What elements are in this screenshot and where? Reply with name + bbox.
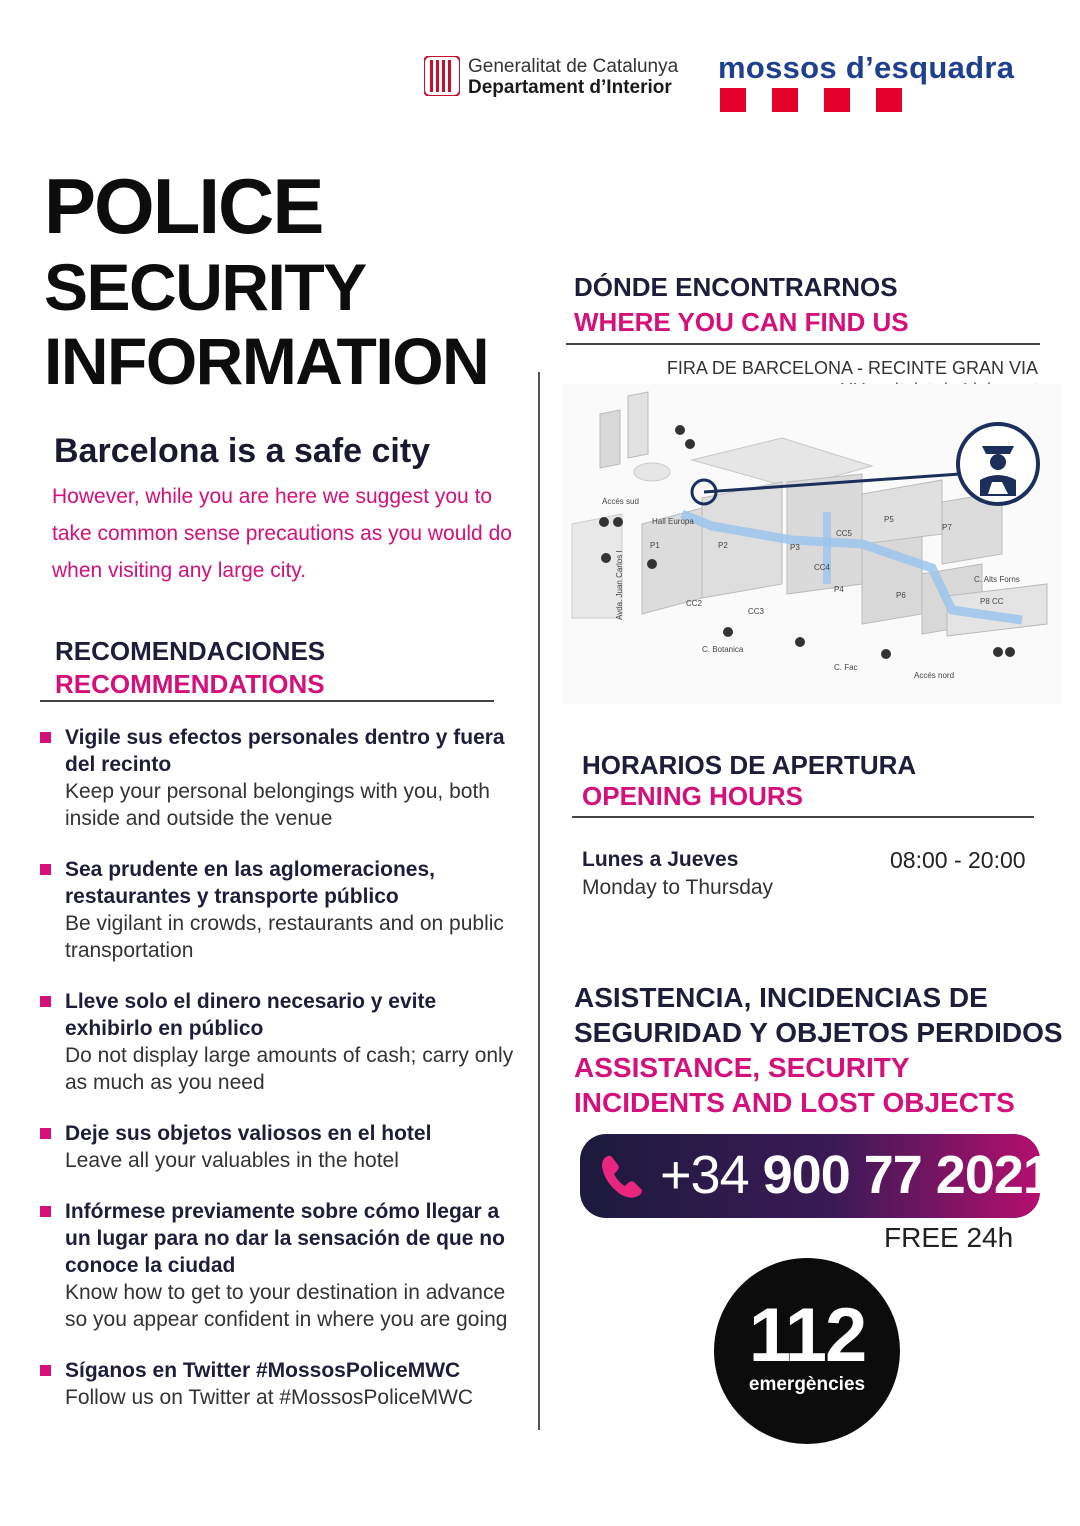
rec-en: Be vigilant in crowds, restaurants and on public transportation [65, 912, 504, 962]
generalitat-name [468, 56, 678, 98]
venue-name: FIRA DE BARCELONA - RECINTE GRAN VIA [666, 358, 1038, 378]
map-label: CC4 [814, 563, 831, 572]
generalitat-logo-icon [424, 56, 460, 96]
map-label: P4 [834, 585, 844, 594]
bullet-icon [40, 1365, 51, 1376]
recommendation-list [40, 724, 520, 1435]
rec-es: Lleve solo el dinero necesario y evite exhibirlo en público [65, 990, 437, 1040]
hours-heading-en: OPENING HOURS [582, 781, 804, 811]
phone-prefix: +34 [660, 1145, 749, 1205]
title-line3: INFORMATION [44, 324, 489, 398]
map-label: Accés sud [602, 497, 639, 506]
map-label: CC5 [836, 529, 853, 538]
list-item [40, 724, 520, 832]
map-label: C. Botanica [702, 645, 744, 654]
bullet-icon [40, 732, 51, 743]
map-label: Avda. Juan Carlos I [615, 550, 624, 620]
hours-days-en: Monday to Thursday [582, 876, 774, 899]
generalitat-line1: Generalitat de Catalunya [468, 56, 679, 77]
phone-digits: 900 77 2021 [762, 1145, 1052, 1205]
map-label: P8 CC [980, 597, 1004, 606]
map-label: P1 [650, 541, 660, 550]
map-label: P3 [790, 543, 800, 552]
map-label: P7 [942, 523, 952, 532]
hours-days-es: Lunes a Jueves [582, 848, 739, 871]
map-label: CC3 [748, 607, 765, 616]
free-24h-label: FREE 24h [884, 1222, 1014, 1253]
generalitat-line2: Departament d’Interior [468, 77, 672, 98]
recommendations-heading-en: RECOMMENDATIONS [55, 669, 325, 699]
map-label: P2 [718, 541, 728, 550]
map-label: CC2 [686, 599, 703, 608]
rec-es: Sea prudente en las aglomeraciones, restaurantes y transporte público [65, 858, 435, 908]
assistance-header [574, 980, 1063, 1120]
title-line2: SECURITY [44, 250, 366, 324]
bullet-icon [40, 996, 51, 1007]
rec-en: Do not display large amounts of cash; carry only as much as you need [65, 1044, 514, 1094]
list-item [40, 988, 520, 1096]
logo-square [720, 88, 746, 112]
mossos-logo-squares [720, 88, 902, 112]
rec-en: Know how to get to your destination in advance so you appear confident in where you are going [65, 1281, 508, 1331]
divider [40, 700, 494, 702]
venue-map [562, 384, 1062, 704]
bullet-icon [40, 1128, 51, 1139]
emergency-label: emergències [748, 1374, 866, 1395]
list-item [40, 1120, 520, 1174]
rec-es: Infórmese previamente sobre cómo llegar a un lugar para no dar la sensación de que no conoce la ciudad [65, 1200, 505, 1277]
map-label: Accés nord [914, 671, 955, 680]
rec-es: Deje sus objetos valiosos en el hotel [65, 1122, 432, 1145]
location-heading-en: WHERE YOU CAN FIND US [574, 307, 909, 337]
map-label: Hall Europa [652, 517, 694, 526]
map-label: P6 [896, 591, 906, 600]
assistance-es-line1: ASISTENCIA, INCIDENCIAS DE [574, 982, 988, 1013]
hours-heading-es: HORARIOS DE APERTURA [582, 750, 917, 780]
list-item [40, 856, 520, 964]
logo-square [876, 88, 902, 112]
divider [572, 816, 1034, 818]
rec-en: Keep your personal belongings with you, both inside and outside the venue [65, 780, 490, 830]
title-line1: POLICE [44, 162, 323, 250]
assistance-en-line1: ASSISTANCE, SECURITY [574, 1052, 910, 1083]
intro-heading: Barcelona is a safe city [54, 432, 431, 470]
recommendations-heading-es: RECOMENDACIONES [55, 636, 326, 666]
divider [566, 343, 1040, 345]
logo-square [772, 88, 798, 112]
column-divider [538, 372, 540, 1430]
rec-es: Síganos en Twitter #MossosPoliceMWC [65, 1359, 461, 1382]
bullet-icon [40, 1206, 51, 1217]
phone-number[interactable] [660, 1144, 1052, 1206]
list-item [40, 1198, 520, 1333]
logo-square [824, 88, 850, 112]
hours-time: 08:00 - 20:00 [890, 847, 1026, 873]
location-header [574, 272, 909, 338]
recommendations-header [55, 636, 325, 700]
list-item [40, 1357, 520, 1411]
hours-days [582, 846, 773, 902]
assistance-en-line2: INCIDENTS AND LOST OBJECTS [574, 1087, 1015, 1118]
rec-en: Follow us on Twitter at #MossosPoliceMWC [65, 1386, 474, 1409]
phone-icon [598, 1150, 654, 1202]
mossos-logo-text: mossos d’esquadra [718, 50, 1015, 85]
intro-text: However, while you are here we suggest you to take common sense precautions as you would do when visiting any large city. [52, 485, 512, 582]
hours-header [582, 750, 916, 812]
bullet-icon [40, 864, 51, 875]
rec-en: Leave all your valuables in the hotel [65, 1149, 399, 1172]
map-label: P5 [884, 515, 894, 524]
map-label: C. Fac [834, 663, 858, 672]
location-heading-es: DÓNDE ENCONTRARNOS [574, 272, 898, 302]
assistance-es-line2: SEGURIDAD Y OBJETOS PERDIDOS [574, 1017, 1063, 1048]
emergency-number: 112 [748, 1293, 866, 1378]
rec-es: Vigile sus efectos personales dentro y fuera del recinto [65, 726, 505, 776]
map-label: C. Alts Forns [974, 575, 1020, 584]
